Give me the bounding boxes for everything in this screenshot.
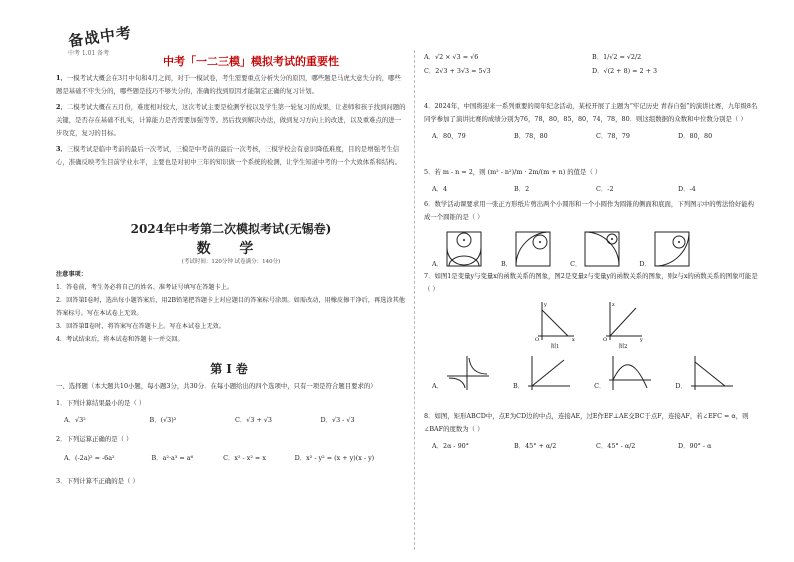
option[interactable]: A．80，79	[432, 132, 466, 140]
logo-sub: 中考 1.01 备考	[68, 50, 110, 57]
notes-item: 4．考试结束后，将本试卷和答题卡一并交回。	[56, 336, 184, 343]
left-column	[56, 0, 406, 562]
question-stem: 4．2024年，中国将迎来一系列重要的周年纪念活动，某校开展了主题为“牢记历史 青春自强”的演讲比赛，九年级8名同学参加了演讲比赛的成绩分别为76，78，80，85，80，74，78，80．则这组数据的众数和中位数分别是（ ）	[424, 102, 758, 123]
q6-figure-d	[653, 230, 695, 268]
q6-figure-b	[514, 230, 556, 268]
column-divider	[414, 50, 415, 550]
q7-option-graphs	[432, 356, 760, 390]
q7-option-d[interactable]: D．	[675, 356, 735, 390]
option[interactable]: A．√2 × √3 = √6	[424, 53, 479, 61]
intro-paragraph: 3．三模考试是临中考前的最后一次考试，三模是中考前的最后一次考核，三模学校会有意识降低难度，目的是增强考生信心，准确反映考生目前学业水平，主要也是对初中三年的知识做一个系统的检测，让学生知道中考的一个大致体系和结构。	[56, 145, 402, 166]
question-stem: 3．下列计算不正确的是（ ）	[56, 477, 139, 485]
option[interactable]: B．2	[514, 185, 530, 193]
notes-item: 2．回答第Ⅰ卷时，选出每小题答案后，用2B铅笔把答题卡上对应题目的答案标号涂黑。如需改动，用橡皮擦干净后，再选涂其他答案标号。写在本试卷上无效。	[56, 297, 405, 317]
option[interactable]: B．(√3)²	[149, 416, 177, 424]
option[interactable]: B．1/√2 = √2/2	[592, 53, 642, 61]
option[interactable]: B．78，80	[514, 132, 548, 140]
question-options	[424, 50, 760, 78]
question-options	[432, 183, 760, 196]
intro-paragraph: 2．二模考试大概在五月份，难度相对较大，这次考试主要是检测学校以及学生第一轮复习的成果，让老师和孩子找到问题的关键，是否存在基础不扎实，计算能力是否需要加强等等。然后找到解决办法，做到复习方向上的改进，以及重难点的进一步攻克，复习的目标。	[56, 103, 406, 137]
questions-left	[56, 380, 406, 488]
q7-graph-d	[689, 356, 735, 390]
option[interactable]: D．-4	[678, 185, 696, 193]
section-instruction: 一、选择题（本大题共10小题，每小题3分，共30分．在每小题给出的四个选项中，只有一项是符合题目要求的）	[56, 382, 377, 390]
exam-title: 2024年中考第二次模拟考试(无锡卷)	[130, 222, 332, 236]
option[interactable]: C．-2	[596, 185, 614, 193]
question-options	[64, 452, 406, 465]
q7-option-a[interactable]: A．	[432, 356, 491, 390]
option[interactable]: D．√(2 + 8) = 2 + 3	[592, 67, 658, 75]
question-stem: 1．下列计算结果最小的是（ ）	[56, 399, 146, 407]
option[interactable]: B．a²·a³ = a⁶	[151, 454, 194, 462]
q7-graph-2: O y z 图2	[603, 302, 643, 350]
question-stem: 7．如图1是变量y与变量x的函数关系的图象，图2是变量z与变量y的函数关系的图象，则z与x的函数关系的图象可能是（ ）	[424, 272, 758, 293]
q7-reference-graphs	[534, 300, 760, 350]
graph-2-svg	[602, 300, 644, 342]
option[interactable]: A．2α - 90°	[432, 442, 469, 450]
intro-paragraph: 1．一模考试大概会在3月中旬和4月之间，对于一模试卷，考生需要重点分析失分的原因，哪些题是马虎大意失分的，哪些题是基础不牢失分的，哪些题是技巧不够失分的，准确的找到原因才能制定正确的复习计划。	[56, 74, 401, 95]
volume-title: 第Ⅰ卷	[210, 362, 252, 376]
header-title: 中考「一二三模」模拟考试的重要性	[163, 55, 339, 68]
q7-graph-a	[445, 356, 491, 390]
q6-figure-a	[445, 230, 487, 268]
svg-text:x: x	[572, 337, 575, 342]
notes-heading: 注意事项：	[56, 271, 87, 278]
option[interactable]: C．2√3 + 3√3 = 5√3	[424, 67, 491, 75]
svg-text:O: O	[603, 337, 608, 342]
q7-graph-1: O x y 图1	[535, 302, 575, 350]
q7-block	[424, 270, 760, 390]
option[interactable]: C．78，79	[596, 132, 630, 140]
notes-item: 3．回答第Ⅱ卷时，将答案写在答题卡上。写在本试卷上无效。	[56, 323, 226, 330]
option[interactable]: A．4	[432, 185, 448, 193]
exam-meta: (考试时间：120分钟 试卷满分：140分)	[181, 259, 281, 265]
question-stem: 6．数学活动课要求用一张正方形纸片剪出两个小圆形和一个小圆作为圆锥的侧面和底面，下列图示中的剪法恰好能构成一个圆锥的是（ ）	[424, 200, 754, 221]
intro-paragraphs	[56, 72, 406, 169]
q7-graph-b	[526, 356, 572, 390]
option[interactable]: C．x² - x² = x	[223, 454, 266, 462]
option[interactable]: D．80，80	[678, 132, 713, 140]
option[interactable]: D．90° - α	[678, 442, 712, 450]
question-options	[432, 130, 760, 143]
q7-graph-c	[607, 356, 653, 390]
q6-option-b[interactable]: B．	[501, 230, 556, 268]
q6-option-d[interactable]: D．	[639, 230, 695, 268]
q6-block	[424, 198, 760, 268]
q7-option-c[interactable]: C．	[594, 356, 653, 390]
question-stem: 2．下列运算正确的是（ ）	[56, 435, 133, 443]
option[interactable]: C．45° - α/2	[596, 442, 636, 450]
svg-text:y: y	[640, 337, 643, 342]
option[interactable]: D．√3 - √3	[320, 416, 355, 424]
question-stem: 8．如图，矩形ABCD中，点E为CD边的中点，连接AE，过E作EF⊥AE交BC于点F，连接AF，若∠EFC = α，则∠BAF的度数为（ ）	[424, 412, 749, 433]
q7-option-b[interactable]: B．	[513, 356, 572, 390]
svg-text:z: z	[612, 302, 615, 308]
exam-subject: 数 学	[196, 241, 266, 257]
q8-block	[424, 410, 760, 453]
question-options	[64, 414, 406, 427]
q6-option-a[interactable]: A．	[432, 230, 487, 268]
option[interactable]: B．45° + α/2	[514, 442, 557, 450]
question-stem: 5．若 m - n = 2，则 (m² - n²)/m · 2m/(m + n) 的值是（ ）	[424, 168, 602, 176]
option[interactable]: D．x² - y² = (x + y)(x - y)	[294, 454, 375, 462]
graph-1-svg	[534, 300, 576, 342]
q6-option-c[interactable]: C．	[570, 230, 625, 268]
svg-text:y: y	[544, 302, 547, 308]
notes-item: 1．答卷前，考生务必将自己的姓名、准考证号填写在答题卡上。	[56, 284, 234, 291]
q5-block	[424, 166, 760, 196]
option[interactable]: A．√3²	[64, 416, 86, 424]
q6-figure-c	[583, 230, 625, 268]
notes	[56, 268, 406, 346]
svg-text:O: O	[535, 337, 540, 342]
option[interactable]: C．√3 + √3	[235, 416, 272, 424]
right-column	[424, 0, 760, 562]
question-options	[432, 440, 760, 453]
logo-brand: 备战中考	[67, 23, 134, 51]
option[interactable]: A．(-2a)² = -6a²	[64, 454, 115, 462]
q3-options	[424, 50, 760, 78]
q6-figures	[432, 230, 760, 268]
q4-block	[424, 100, 760, 143]
